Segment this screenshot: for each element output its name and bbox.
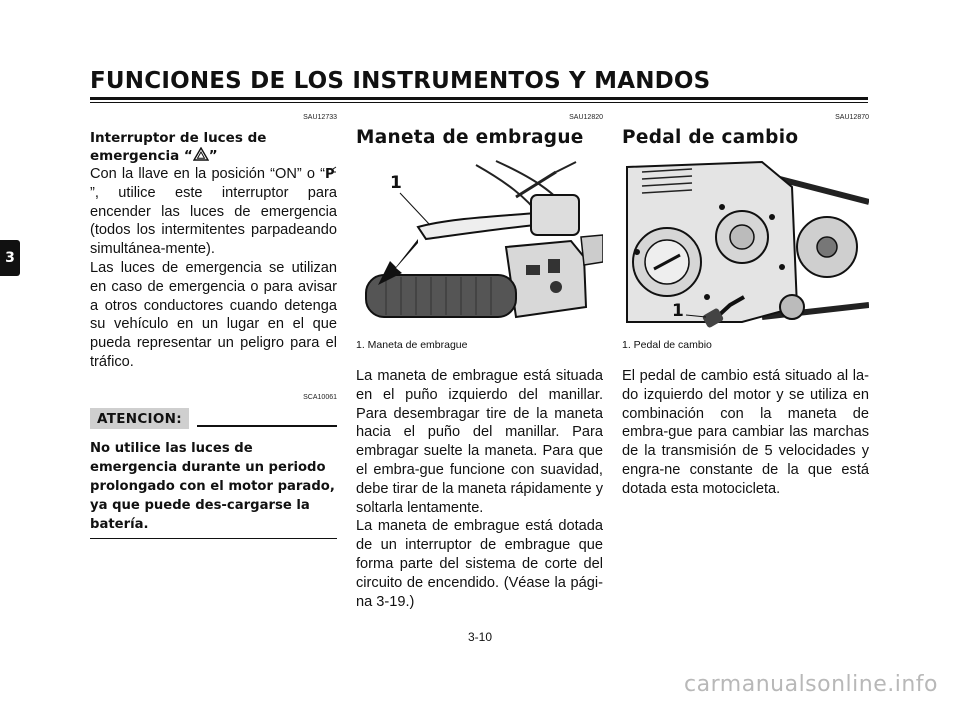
title-rule: [90, 97, 868, 100]
section-code: SAU12820: [569, 114, 603, 121]
heading-line-1: Interruptor de luces de: [90, 130, 267, 146]
caution-label: ATENCION:: [90, 408, 189, 429]
figure-caption: 1. Pedal de cambio: [622, 339, 712, 351]
figure-caption: 1. Maneta de embrague: [356, 339, 468, 351]
body-text: [90, 165, 337, 372]
body-text: [356, 367, 603, 611]
hazard-icon: [193, 147, 209, 161]
section-code: SAU12870: [835, 114, 869, 121]
caution-text: No utilice las luces de emergencia durante un periodo prolongado con el motor parado, ya que puede des-cargarse la batería.: [90, 440, 335, 532]
paragraph: [90, 165, 337, 259]
heading-suffix: ”: [208, 148, 218, 164]
figure-callout: 1: [672, 301, 684, 321]
heading-prefix: emergencia “: [90, 148, 193, 164]
clutch-lever-figure: [356, 157, 603, 329]
caution-code: SCA10061: [303, 393, 337, 401]
caution-end-rule: [90, 538, 337, 540]
column-hazard-switch: [90, 112, 337, 539]
watermark: carmanualsonline.info: [684, 672, 938, 697]
page-number: 3-10: [467, 630, 493, 644]
caution-box: [90, 392, 337, 540]
page-title: FUNCIONES DE LOS INSTRUMENTOS Y MANDOS: [90, 68, 711, 94]
para-part-b: ”, utilice este interruptor para encender las luces de emergencia (todos los intermitentes parpadeando simultánea-mente).: [90, 184, 337, 258]
shift-pedal-illustration: [622, 157, 869, 329]
section-title: Maneta de embrague: [356, 127, 584, 148]
paragraph: Las luces de emergencia se utilizan en caso de emergencia o para avisar a otros conductores cuando detenga su vehículo en un lugar en el que pueda representar un peligro para el tráfico.: [90, 259, 337, 370]
paragraph: La maneta de embrague está situada en el puño izquierdo del manillar. Para desembragar tire de la maneta hacia el puño del manillar. Para embragar suelte la maneta. Para que el embra-gue funcione con suavidad, debe tirar de la maneta rápidamente y soltarla lentamente.: [356, 368, 603, 516]
para-part-a: Con la llave en la posición “ON” o “: [90, 166, 325, 182]
section-code: SAU12733: [303, 114, 337, 121]
section-heading: [90, 129, 337, 165]
figure-callout: 1: [390, 173, 402, 193]
title-rule-thin: [90, 102, 868, 103]
paragraph: El pedal de cambio está situado al la-do izquierdo del motor y se utiliza en combinación con la maneta de embra-gue para cambiar las marchas de la transmisión de 5 velocidades y engra-ne constante de la que está dotada esta motocicleta.: [622, 368, 869, 497]
svg-text:P: P: [325, 167, 335, 180]
shift-pedal-figure: [622, 157, 869, 329]
parking-key-icon: [325, 166, 337, 180]
column-clutch-lever: [356, 112, 603, 611]
column-shift-pedal: [622, 112, 869, 499]
chapter-tab: 3: [0, 240, 20, 276]
caution-rule: [197, 425, 337, 427]
paragraph: La maneta de embrague está dotada de un interruptor de embrague que forma parte del sistema de corte del circuito de encendido. (Véase la pági-na 3-19.): [356, 518, 603, 610]
body-text: [622, 367, 869, 499]
heading-line-2: [90, 147, 337, 165]
section-title: Pedal de cambio: [622, 127, 799, 148]
caution-header: [90, 408, 337, 429]
